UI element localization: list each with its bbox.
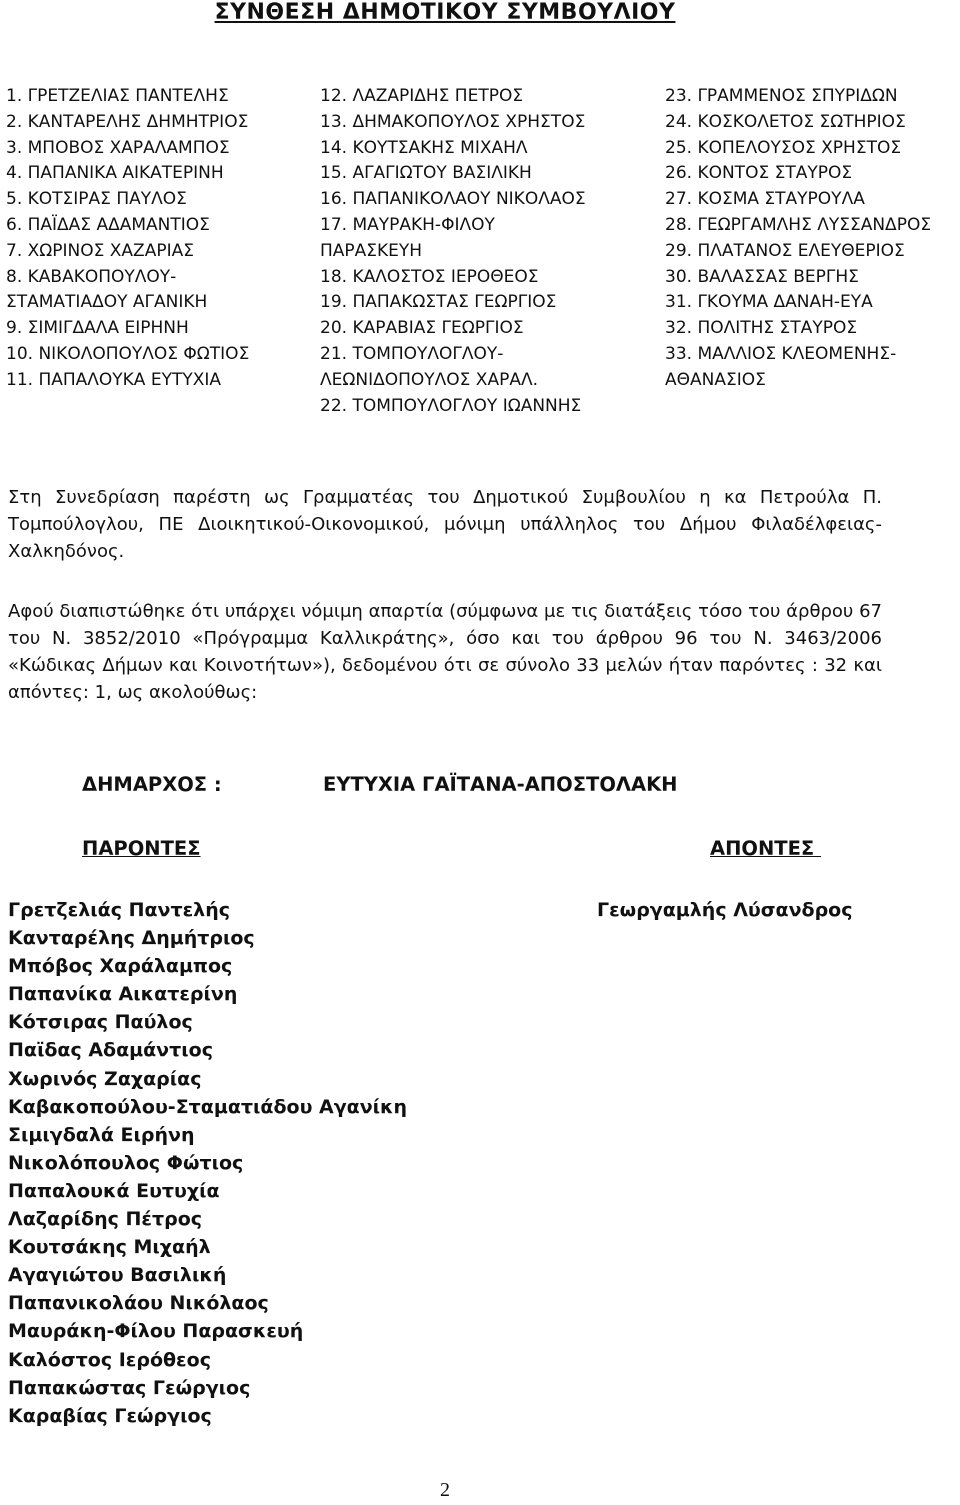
- member-list-item: 7. ΧΩΡΙΝΟΣ ΧΑΖΑΡΙΑΣ: [6, 240, 194, 261]
- present-member: Παπανικολάου Νικόλαος: [8, 1292, 269, 1315]
- present-member: Νικολόπουλος Φώτιος: [8, 1151, 244, 1174]
- member-list-item: 13. ΔΗΜΑΚΟΠΟΥΛΟΣ ΧΡΗΣΤΟΣ: [320, 111, 586, 132]
- present-member: Καλόστος Ιερόθεος: [8, 1348, 211, 1371]
- member-list-item: 24. ΚΟΣΚΟΛΕΤΟΣ ΣΩΤΗΡΙΟΣ: [665, 111, 906, 132]
- member-list-item: 21. ΤΟΜΠΟΥΛΟΓΛΟΥ-: [320, 343, 504, 364]
- present-member: Κανταρέλης Δημήτριος: [8, 927, 255, 950]
- member-list-item: 33. ΜΑΛΛΙΟΣ ΚΛΕΟΜΕΝΗΣ-: [665, 343, 897, 364]
- member-list-item: 29. ΠΛΑΤΑΝΟΣ ΕΛΕΥΘΕΡΙΟΣ: [665, 240, 905, 261]
- member-list-item: 17. ΜΑΥΡΑΚΗ-ΦΙΛΟΥ: [320, 214, 495, 235]
- present-heading: ΠΑΡΟΝΤΕΣ: [82, 837, 201, 860]
- member-list-item: 6. ΠΑΪΔΑΣ ΑΔΑΜΑΝΤΙΟΣ: [6, 214, 210, 235]
- member-list-item: 1. ΓΡΕΤΖΕΛΙΑΣ ΠΑΝΤΕΛΗΣ: [6, 86, 229, 106]
- member-list-item: 19. ΠΑΠΑΚΩΣΤΑΣ ΓΕΩΡΓΙΟΣ: [320, 292, 557, 313]
- member-list-item: 26. ΚΟΝΤΟΣ ΣΤΑΥΡΟΣ: [665, 163, 853, 184]
- mayor-name: ΕΥΤΥΧΙΑ ΓΑΪΤΑΝΑ-ΑΠΟΣΤΟΛΑΚΗ: [323, 773, 678, 796]
- member-list-item: 4. ΠΑΠΑΝΙΚΑ ΑΙΚΑΤΕΡΙΝΗ: [6, 163, 224, 184]
- present-member: Παϊδας Αδαμάντιος: [8, 1039, 213, 1062]
- member-list-item: ΑΘΑΝΑΣΙΟΣ: [665, 369, 766, 390]
- present-member: Χωρινός Ζαχαρίας: [8, 1067, 202, 1090]
- page-title: ΣΥΝΘΕΣΗ ΔΗΜΟΤΙΚΟΥ ΣΥΜΒΟΥΛΙΟΥ: [214, 0, 676, 25]
- present-member: Λαζαρίδης Πέτρος: [8, 1208, 203, 1231]
- secretary-paragraph: Στη Συνεδρίαση παρέστη ως Γραμματέας του Δημοτικού Συμβουλίου η κα Πετρούλα Π. Τομπούλογλου, ΠΕ Διοικητικού-Οικονομικού, μόνιμη υπάλληλος του Δήμου Φιλαδέλφειας-Χαλκηδόνος.: [8, 487, 882, 562]
- member-list-item: 11. ΠΑΠΑΛΟΥΚΑ ΕΥΤΥΧΙΑ: [6, 369, 222, 390]
- members-column-1: [6, 84, 249, 394]
- present-member: Παπαλουκά Ευτυχία: [8, 1179, 220, 1202]
- member-list-item: 22. ΤΟΜΠΟΥΛΟΓΛΟΥ ΙΩΑΝΝΗΣ: [320, 395, 582, 416]
- member-list-item: 27. ΚΟΣΜΑ ΣΤΑΥΡΟΥΛΑ: [665, 189, 865, 210]
- member-list-item: 5. ΚΟΤΣΙΡΑΣ ΠΑΥΛΟΣ: [6, 189, 187, 210]
- absent-heading: ΑΠΟΝΤΕΣ: [710, 837, 822, 860]
- member-list-item: 9. ΣΙΜΙΓΔΑΛΑ ΕΙΡΗΝΗ: [6, 318, 189, 339]
- member-list-item: 20. ΚΑΡΑΒΙΑΣ ΓΕΩΡΓΙΟΣ: [320, 318, 524, 339]
- member-list-item: 16. ΠΑΠΑΝΙΚΟΛΑΟΥ ΝΙΚΟΛΑΟΣ: [320, 189, 586, 210]
- present-member: Κουτσάκης Μιχαήλ: [8, 1236, 211, 1259]
- members-column-3: [665, 84, 931, 394]
- absent-list: [597, 896, 853, 924]
- present-member: Αγαγιώτου Βασιλική: [8, 1264, 227, 1287]
- member-list-item: 32. ΠΟΛΙΤΗΣ ΣΤΑΥΡΟΣ: [665, 318, 858, 339]
- present-member: Μπόβος Χαράλαμπος: [8, 955, 233, 978]
- present-member: Κότσιρας Παύλος: [8, 1011, 193, 1034]
- member-list-item: 10. ΝΙΚΟΛΟΠΟΥΛΟΣ ΦΩΤΙΟΣ: [6, 343, 250, 364]
- quorum-paragraph: Αφού διαπιστώθηκε ότι υπάρχει νόμιμη απαρτία (σύμφωνα με τις διατάξεις τόσο του άρθρου 67 του Ν. 3852/2010 «Πρόγραμμα Καλλικράτης», όσο και του άρθρου 96 του Ν. 3463/2006 «Κώδικας Δήμων και Κοινοτήτων»), δεδομένου ότι σε σύνολο 33 μελών ήταν παρόντες : 32 και απόντες: 1, ως ακολούθως:: [8, 601, 882, 703]
- member-list-item: ΠΑΡΑΣΚΕΥΗ: [320, 240, 423, 261]
- member-list-item: 12. ΛΑΖΑΡΙΔΗΣ ΠΕΤΡΟΣ: [320, 86, 524, 106]
- present-member: Γρετζελιάς Παντελής: [8, 899, 230, 921]
- present-member: Καραβίας Γεώργιος: [8, 1404, 212, 1427]
- member-list-item: 31. ΓΚΟΥΜΑ ΔΑΝΑΗ-ΕΥΑ: [665, 292, 873, 313]
- present-member: Παπανίκα Αικατερίνη: [8, 983, 238, 1006]
- member-list-item: 8. ΚΑΒΑΚΟΠΟΥΛΟΥ-: [6, 266, 177, 287]
- present-member: Παπακώστας Γεώργιος: [8, 1376, 251, 1399]
- member-list-item: ΛΕΩΝΙΔΟΠΟΥΛΟΣ ΧΑΡΑΛ.: [320, 369, 538, 390]
- page-number: 2: [440, 1479, 450, 1501]
- member-list-item: 14. ΚΟΥΤΣΑΚΗΣ ΜΙΧΑΗΛ: [320, 137, 528, 158]
- member-list-item: 15. ΑΓΑΓΙΩΤΟΥ ΒΑΣΙΛΙΚΗ: [320, 163, 532, 184]
- member-list-item: 18. ΚΑΛΟΣΤΟΣ ΙΕΡΟΘΕΟΣ: [320, 266, 539, 287]
- absent-member: Γεωργαμλής Λύσανδρος: [597, 899, 853, 921]
- present-member: Καβακοπούλου-Σταματιάδου Αγανίκη: [8, 1095, 408, 1118]
- member-list-item: 30. ΒΑΛΑΣΣΑΣ ΒΕΡΓΗΣ: [665, 266, 859, 287]
- mayor-label: ΔΗΜΑΡΧΟΣ :: [82, 773, 222, 796]
- member-list-item: 3. ΜΠΟΒΟΣ ΧΑΡΑΛΑΜΠΟΣ: [6, 137, 230, 158]
- present-member: Μαυράκη-Φίλου Παρασκευή: [8, 1320, 304, 1343]
- member-list-item: ΣΤΑΜΑΤΙΑΔΟΥ ΑΓΑΝΙΚΗ: [6, 292, 208, 313]
- present-member: Σιμιγδαλά Ειρήνη: [8, 1123, 195, 1146]
- members-column-2: [320, 84, 586, 419]
- member-list-item: 25. ΚΟΠΕΛΟΥΣΟΣ ΧΡΗΣΤΟΣ: [665, 137, 902, 158]
- member-list-item: 28. ΓΕΩΡΓΑΜΛΗΣ ΛΥΣΣΑΝΔΡΟΣ: [665, 214, 932, 235]
- member-list-item: 23. ΓΡΑΜΜΕΝΟΣ ΣΠΥΡΙΔΩΝ: [665, 86, 898, 106]
- member-list-item: 2. ΚΑΝΤΑΡΕΛΗΣ ΔΗΜΗΤΡΙΟΣ: [6, 111, 249, 132]
- present-list: [8, 896, 407, 1430]
